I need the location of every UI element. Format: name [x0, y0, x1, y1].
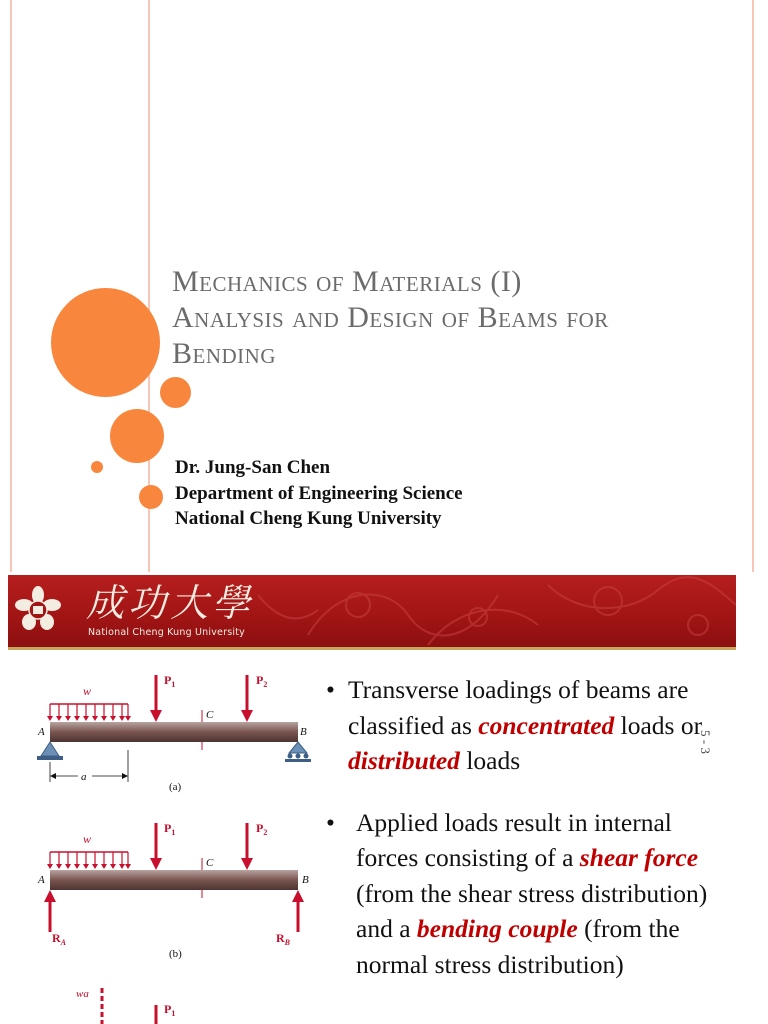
slide-number: 5 - 3	[698, 730, 713, 754]
load-p1-head-b	[150, 858, 162, 870]
label-ra: $R_A$	[52, 931, 67, 947]
dim-arrow-left-a	[50, 773, 56, 779]
distributed-load-arrows-a	[50, 704, 128, 718]
load-p1-head-a	[150, 710, 162, 722]
reaction-rb-head	[292, 890, 304, 902]
university-logo-english: National Cheng Kung University	[88, 627, 245, 638]
title-line-3: Bending	[172, 337, 276, 370]
label-b-pt-a: B	[300, 726, 307, 738]
load-p2-head-a	[241, 710, 253, 722]
author-name: Dr. Jung-San Chen	[175, 457, 331, 478]
author-block	[175, 455, 463, 532]
bullet-dot: •	[326, 807, 335, 837]
figure-c-partial	[76, 988, 175, 1024]
term-shear-force: shear force	[579, 843, 699, 872]
university-seal-icon	[14, 585, 62, 633]
figure-a	[37, 673, 311, 793]
term-concentrated: concentrated	[478, 710, 615, 740]
term-bending-couple: bending couple	[416, 914, 578, 943]
label-rb: $R_B$	[276, 931, 291, 947]
bullet-loading-types: • Transverse loadings of beams are classified as concentrated loads or distributed loads	[326, 672, 736, 779]
label-p1-c: $P_1$	[164, 1002, 176, 1018]
dim-arrow-right-a	[122, 773, 128, 779]
author-university: National Cheng Kung University	[175, 508, 442, 529]
label-c-b: C	[206, 857, 214, 869]
title-line-1: Mechanics of Materials (I)	[172, 265, 522, 298]
roller-support-a	[289, 742, 307, 753]
label-p2-a: $P_2$	[256, 673, 268, 689]
beam-loading-figure	[28, 670, 318, 1024]
label-p1-b: $P_1$	[164, 821, 176, 837]
pin-support-base-a	[37, 756, 63, 760]
label-dim-a: a	[81, 771, 87, 783]
beam-a	[50, 722, 298, 742]
roller-wheels-a	[288, 754, 309, 759]
label-p1-a: $P_1$	[164, 673, 176, 689]
figure-b	[37, 821, 309, 960]
load-p2-head-b	[241, 858, 253, 870]
beam-b	[50, 870, 298, 890]
decor-circle-tiny	[91, 461, 103, 473]
bullet-dot: •	[326, 675, 335, 704]
content-slide	[8, 575, 736, 1024]
roller-support-base-a	[285, 759, 311, 762]
caption-a: (a)	[169, 781, 182, 793]
reaction-ra-head	[44, 890, 56, 902]
page-title	[172, 264, 762, 372]
label-w-a: w	[83, 684, 92, 698]
caption-b: (b)	[169, 948, 182, 960]
label-p2-b: $P_2$	[256, 821, 268, 837]
decor-circle-small-2	[139, 485, 163, 509]
decor-circle-medium	[110, 409, 164, 463]
label-b-pt-b: B	[302, 874, 309, 886]
university-logo-chinese: 成功大學	[86, 581, 255, 625]
author-department: Department of Engineering Science	[175, 482, 463, 504]
distributed-load-arrows-b	[50, 852, 128, 866]
border-rule-left-outer	[10, 0, 12, 572]
term-distributed: distributed	[348, 746, 460, 775]
decor-circle-large	[51, 288, 160, 397]
title-line-2: Analysis and Design of Beams for	[172, 301, 609, 334]
label-w-b: w	[83, 832, 92, 846]
banner-divider	[8, 647, 736, 650]
bullet-internal-forces: • Applied loads result in internal forces consisting of a shear force (from the shear stress distribution) and a bending couple (from the normal stress distribution)	[326, 805, 736, 983]
bullet-list	[326, 672, 736, 982]
pin-support-a	[41, 742, 59, 756]
decor-circle-small	[160, 377, 191, 408]
university-banner	[8, 575, 736, 647]
label-c-a: C	[206, 709, 214, 721]
label-a-pt-b: A	[38, 874, 45, 886]
label-a-pt-a: A	[38, 726, 45, 738]
label-wa: wa	[76, 988, 89, 1000]
